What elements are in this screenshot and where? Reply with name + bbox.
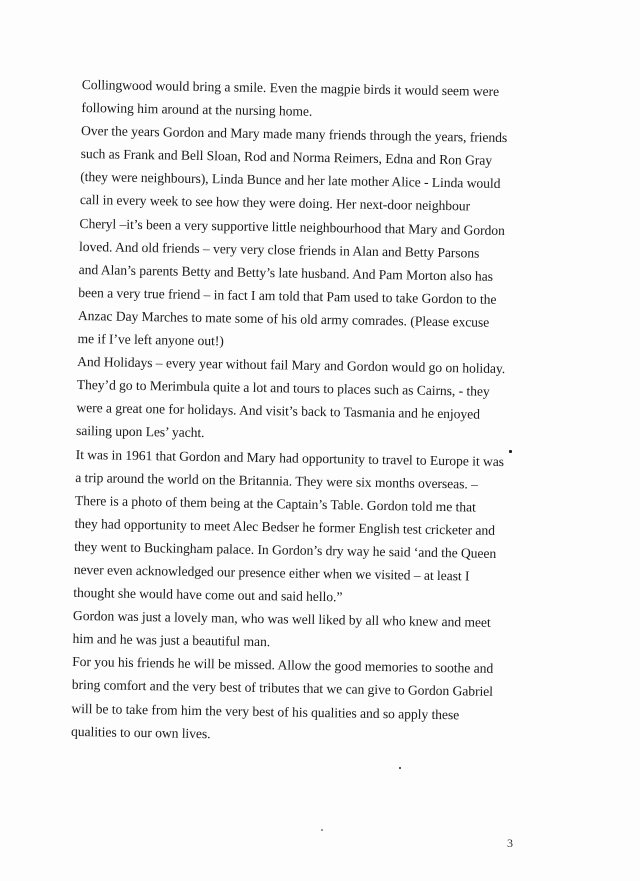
scan-speck <box>399 767 401 769</box>
text-line: And Holidays – every year without fail Mary and Gordon would go on holiday. <box>77 354 506 377</box>
text-line: they had opportunity to meet Alec Bedser he former English test cricketer and <box>74 515 496 538</box>
text-line: never even acknowledged our presence either when we visited – at least I <box>73 561 470 584</box>
text-line: following him around at the nursing home. <box>81 100 313 119</box>
text-line: him and he was just a beautiful man. <box>72 631 271 650</box>
text-line: me if I’ve left anyone out!) <box>77 330 224 349</box>
scan-speck <box>321 829 323 831</box>
text-line: loved. And old friends – very very close friends in Alan and Betty Parsons <box>79 238 480 261</box>
text-line: Cheryl –it’s been a very supportive little neighbourhood that Mary and Gordon <box>79 215 505 238</box>
text-line: thought she would have come out and said hello.” <box>73 584 343 605</box>
text-line: (they were neighbours), Linda Bunce and her late mother Alice - Linda would <box>80 169 501 192</box>
text-line: It was in 1961 that Gordon and Mary had opportunity to travel to Europe it was <box>75 446 505 469</box>
page-number: 3 <box>507 836 513 850</box>
body-text <box>71 73 532 750</box>
scan-speck <box>509 450 512 453</box>
text-line: will be to take from him the very best of his qualities and so apply these <box>71 700 460 722</box>
text-line: they went to Buckingham palace. In Gordon’s dry way he said ‘and the Queen <box>74 538 497 561</box>
text-line: For you his friends he will be missed. Allow the good memories to soothe and <box>72 654 494 677</box>
text-line: sailing upon Les’ yacht. <box>75 423 205 441</box>
text-line: They’d go to Merimbula quite a lot and tours to places such as Cairns, - they <box>76 377 490 400</box>
text-line: and Alan’s parents Betty and Betty’s late husband. And Pam Morton also has <box>78 261 494 284</box>
text-line: were a great one for holidays. And visit’s back to Tasmania and he enjoyed <box>76 400 481 422</box>
text-line: Gordon was just a lovely man, who was well liked by all who knew and meet <box>72 608 491 631</box>
text-line: qualities to our own lives. <box>70 723 211 741</box>
text-line: Anzac Day Marches to mate some of his old army comrades. (Please excuse <box>77 307 490 330</box>
text-line: been a very true friend – in fact I am told that Pam used to take Gordon to the <box>78 284 497 307</box>
text-line: call in every week to see how they were doing. Her next-door neighbour <box>79 192 471 214</box>
text-line: Over the years Gordon and Mary made many friends through the years, friends <box>80 123 508 146</box>
text-line: such as Frank and Bell Sloan, Rod and Norma Reimers, Edna and Ron Gray <box>80 146 493 169</box>
text-line: Collingwood would bring a smile. Even the magpie birds it would seem were <box>81 76 500 99</box>
text-line: bring comfort and the very best of tributes that we can give to Gordon Gabriel <box>71 677 494 700</box>
text-line: a trip around the world on the Britannia. They were six months overseas. – <box>75 469 479 492</box>
text-line: There is a photo of them being at the Captain’s Table. Gordon told me that <box>74 492 476 515</box>
